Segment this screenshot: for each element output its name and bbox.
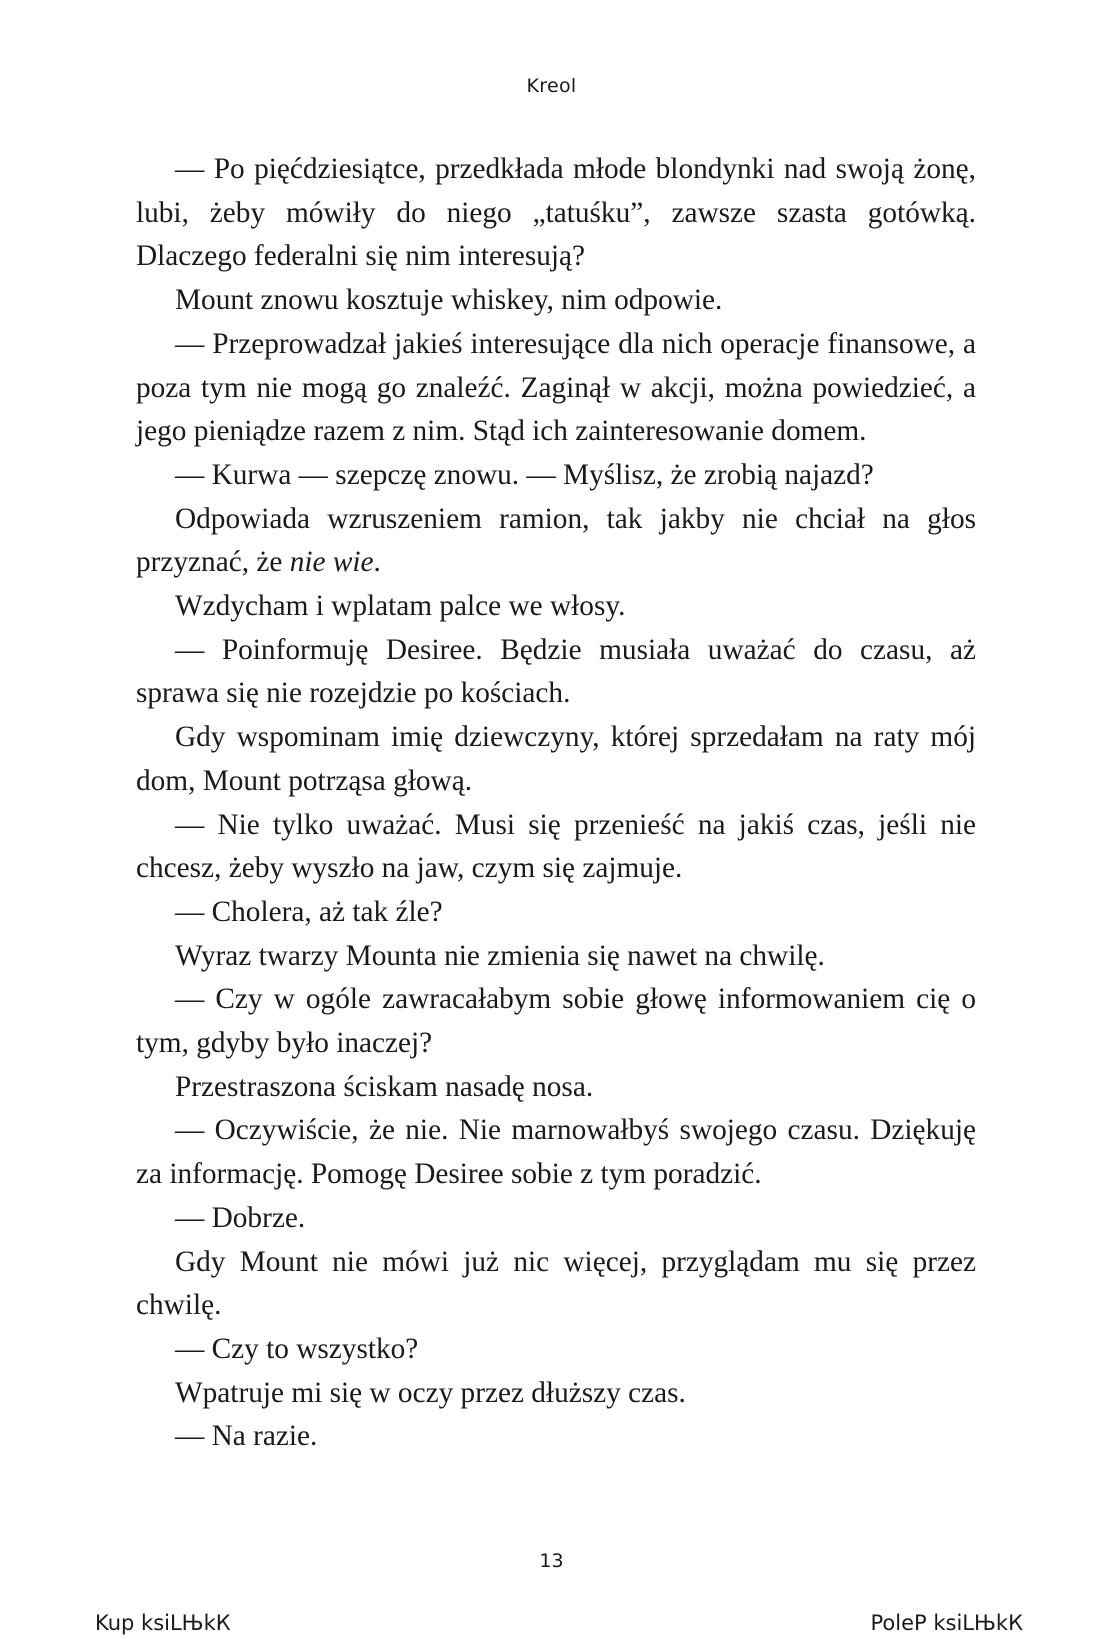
paragraph: — Po pięćdziesiątce, przedkłada młode blondynki nad swoją żonę, lubi, żeby mówiły do niego „tatuśku”, zawsze szasta gotówką. Dlaczego federalni się nim interesują? (136, 153, 976, 273)
emphasized-text: nie wie (289, 546, 374, 579)
paragraph: — Czy to wszystko? (175, 1332, 419, 1365)
paragraph: Wpatruje mi się w oczy przez dłuższy czas. (175, 1376, 686, 1409)
paragraph: — Kurwa — szepczę znowu. — Myślisz, że zrobią najazd? (175, 458, 874, 491)
paragraph: — Przeprowadzał jakieś interesujące dla nich operacje finansowe, a poza tym nie mogą go znaleźć. Zaginął w akcji, można powiedzieć, a jego pieniądze razem z nim. Stąd ich zainteresowanie domem. (136, 327, 976, 448)
paragraph: — Nie tylko uważać. Musi się przenieść na jakiś czas, jeśli nie chcesz, żeby wyszło na jaw, czym się zajmuje. (136, 808, 976, 885)
paragraph: Mount znowu kosztuje whiskey, nim odpowie. (175, 284, 723, 317)
paragraph: — Czy w ogóle zawracałabym sobie głowę informowaniem cię o tym, gdyby było inaczej? (136, 983, 976, 1060)
paragraph-text: . (373, 546, 381, 579)
paragraph: Gdy wspominam imię dziewczyny, której sprzedałam na raty mój dom, Mount potrząsa głową. (136, 721, 976, 797)
paragraph: Wzdycham i wplatam palce we włosy. (175, 590, 626, 623)
paragraph: — Dobrze. (175, 1201, 306, 1234)
paragraph: Gdy Mount nie mówi już nic więcej, przyglądam mu się przez chwilę. (136, 1245, 976, 1322)
page-number: 13 (539, 1550, 564, 1572)
paragraph (136, 498, 976, 585)
paragraph: — Cholera, aż tak źle? (175, 895, 443, 928)
paragraph: — Poinformuję Desiree. Będzie musiała uważać do czasu, aż sprawa się nie rozejdzie po kościach. (136, 633, 976, 710)
buy-book-link[interactable]: Kup ksiLЊkК (95, 1611, 231, 1635)
paragraph-text: Odpowiada wzruszeniem ramion, tak jakby nie chciał na głos przyznać, że (136, 502, 976, 579)
paragraph: — Oczywiście, że nie. Nie marnowałbyś swojego czasu. Dziękuję za informację. Pomogę Desiree sobie z tym poradzić. (136, 1114, 976, 1191)
recommend-book-link[interactable]: PoleР ksiLЊkК (870, 1611, 1023, 1635)
running-header-title: Kreol (526, 75, 577, 97)
paragraph: — Na razie. (175, 1420, 318, 1453)
body-text (136, 148, 976, 1459)
paragraph: Przestraszona ściskam nasadę nosa. (175, 1070, 594, 1103)
paragraph: Wyraz twarzy Mounta nie zmienia się nawet na chwilę. (175, 939, 825, 972)
